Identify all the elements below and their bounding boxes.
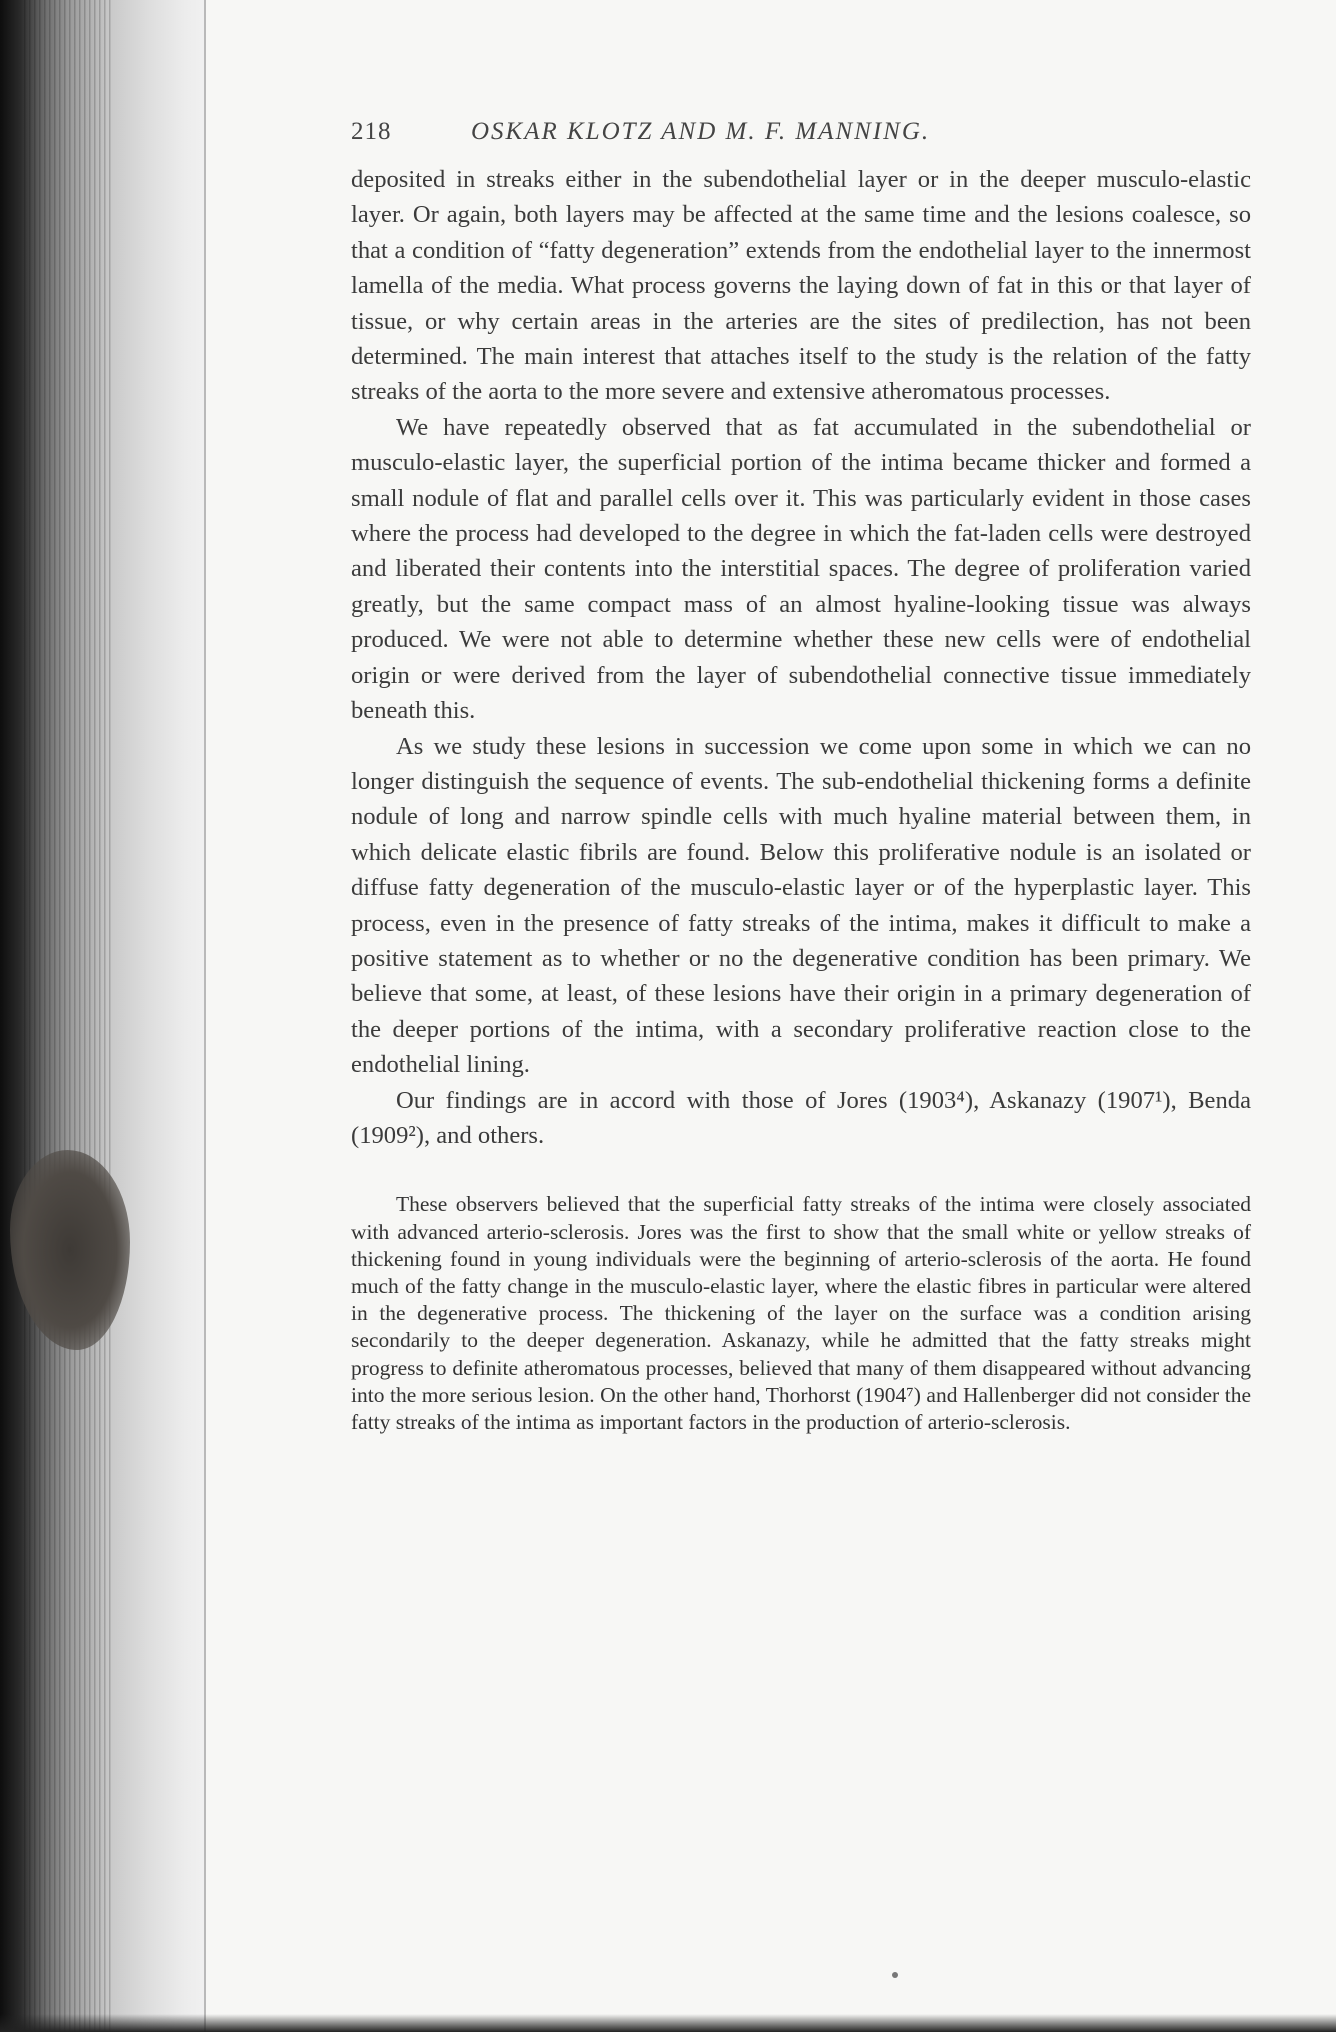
running-head-title: OSKAR KLOTZ AND M. F. MANNING. [471,118,931,145]
body-text [351,162,1251,1153]
footnote-text: These observers believed that the superficial fatty streaks of the intima were closely associated with advanced arterio-sclerosis. Jores was the first to show that the small white or yellow streaks of thickening found in young individuals were the beginning of arterio-sclerosis of the aorta. He found much of the fatty change in the musculo-elastic layer, where the elastic fibres in particular were altered in the degenerative process. The thickening of the layer on the surface was a condition arising secondarily to the deeper degeneration. Askanazy, while he admitted that the fatty streaks might progress to definite atheromatous processes, believed that many of them disappeared without advancing into the more serious lesion. On the other hand, Thorhorst (1904⁷) and Hallenberger did not consider the fatty streaks of the intima as important factors in the production of arterio-sclerosis. [351,1192,1251,1434]
paragraph-1: deposited in streaks either in the subendothelial layer or in the deeper musculo-elastic layer. Or again, both layers may be affected at the same time and the lesions coalesce, so that a condition of “fatty degeneration” extends from the endothelial layer to the innermost lamella of the media. What process governs the laying down of fat in this or that layer of tissue, or why certain areas in the arteries are the sites of predilection, has not been determined. The main interest that attaches itself to the study is the relation of the fatty streaks of the aorta to the more severe and extensive atheromatous processes. [351,166,1251,406]
running-head [351,118,1251,162]
paragraph-3: As we study these lesions in succession we come upon some in which we can no longer distinguish the sequence of events. The sub-endothelial thickening forms a definite nodule of long and narrow spindle cells with much hyaline material between them, in which delicate elastic fibrils are found. Below this proliferative nodule is an isolated or diffuse fatty degeneration of the musculo-elastic layer or of the hyperplastic layer. This process, even in the presence of fatty streaks of the intima, makes it difficult to make a positive statement as to whether or no the degenerative condition has been primary. We believe that some, at least, of these lesions have their origin in a primary degeneration of the deeper portions of the intima, with a secondary proliferative reaction close to the endothelial lining. [351,732,1251,1079]
page-mark [892,1972,898,1978]
page-content [351,118,1251,1436]
book-binding [0,0,210,2032]
paragraph-2: We have repeatedly observed that as fat accumulated in the subendothelial or musculo-elastic layer, the superficial portion of the intima became thicker and formed a small nodule of flat and parallel cells over it. This was particularly evident in those cases where the process had developed to the degree in which the fat-laden cells were destroyed and liberated their contents into the interstitial spaces. The degree of proliferation varied greatly, but the same compact mass of an almost hyaline-looking tissue was always produced. We were not able to determine whether these new cells were of endothelial origin or were derived from the layer of subendothelial connective tissue immediately beneath this. [351,413,1251,725]
page-bottom-shadow [0,2014,1336,2032]
page-number: 218 [351,118,392,145]
paragraph-4: Our findings are in accord with those of Jores (1903⁴), Askanazy (1907¹), Benda (1909²), and others. [351,1086,1251,1149]
footnote [351,1191,1251,1436]
book-page [204,0,1336,2032]
